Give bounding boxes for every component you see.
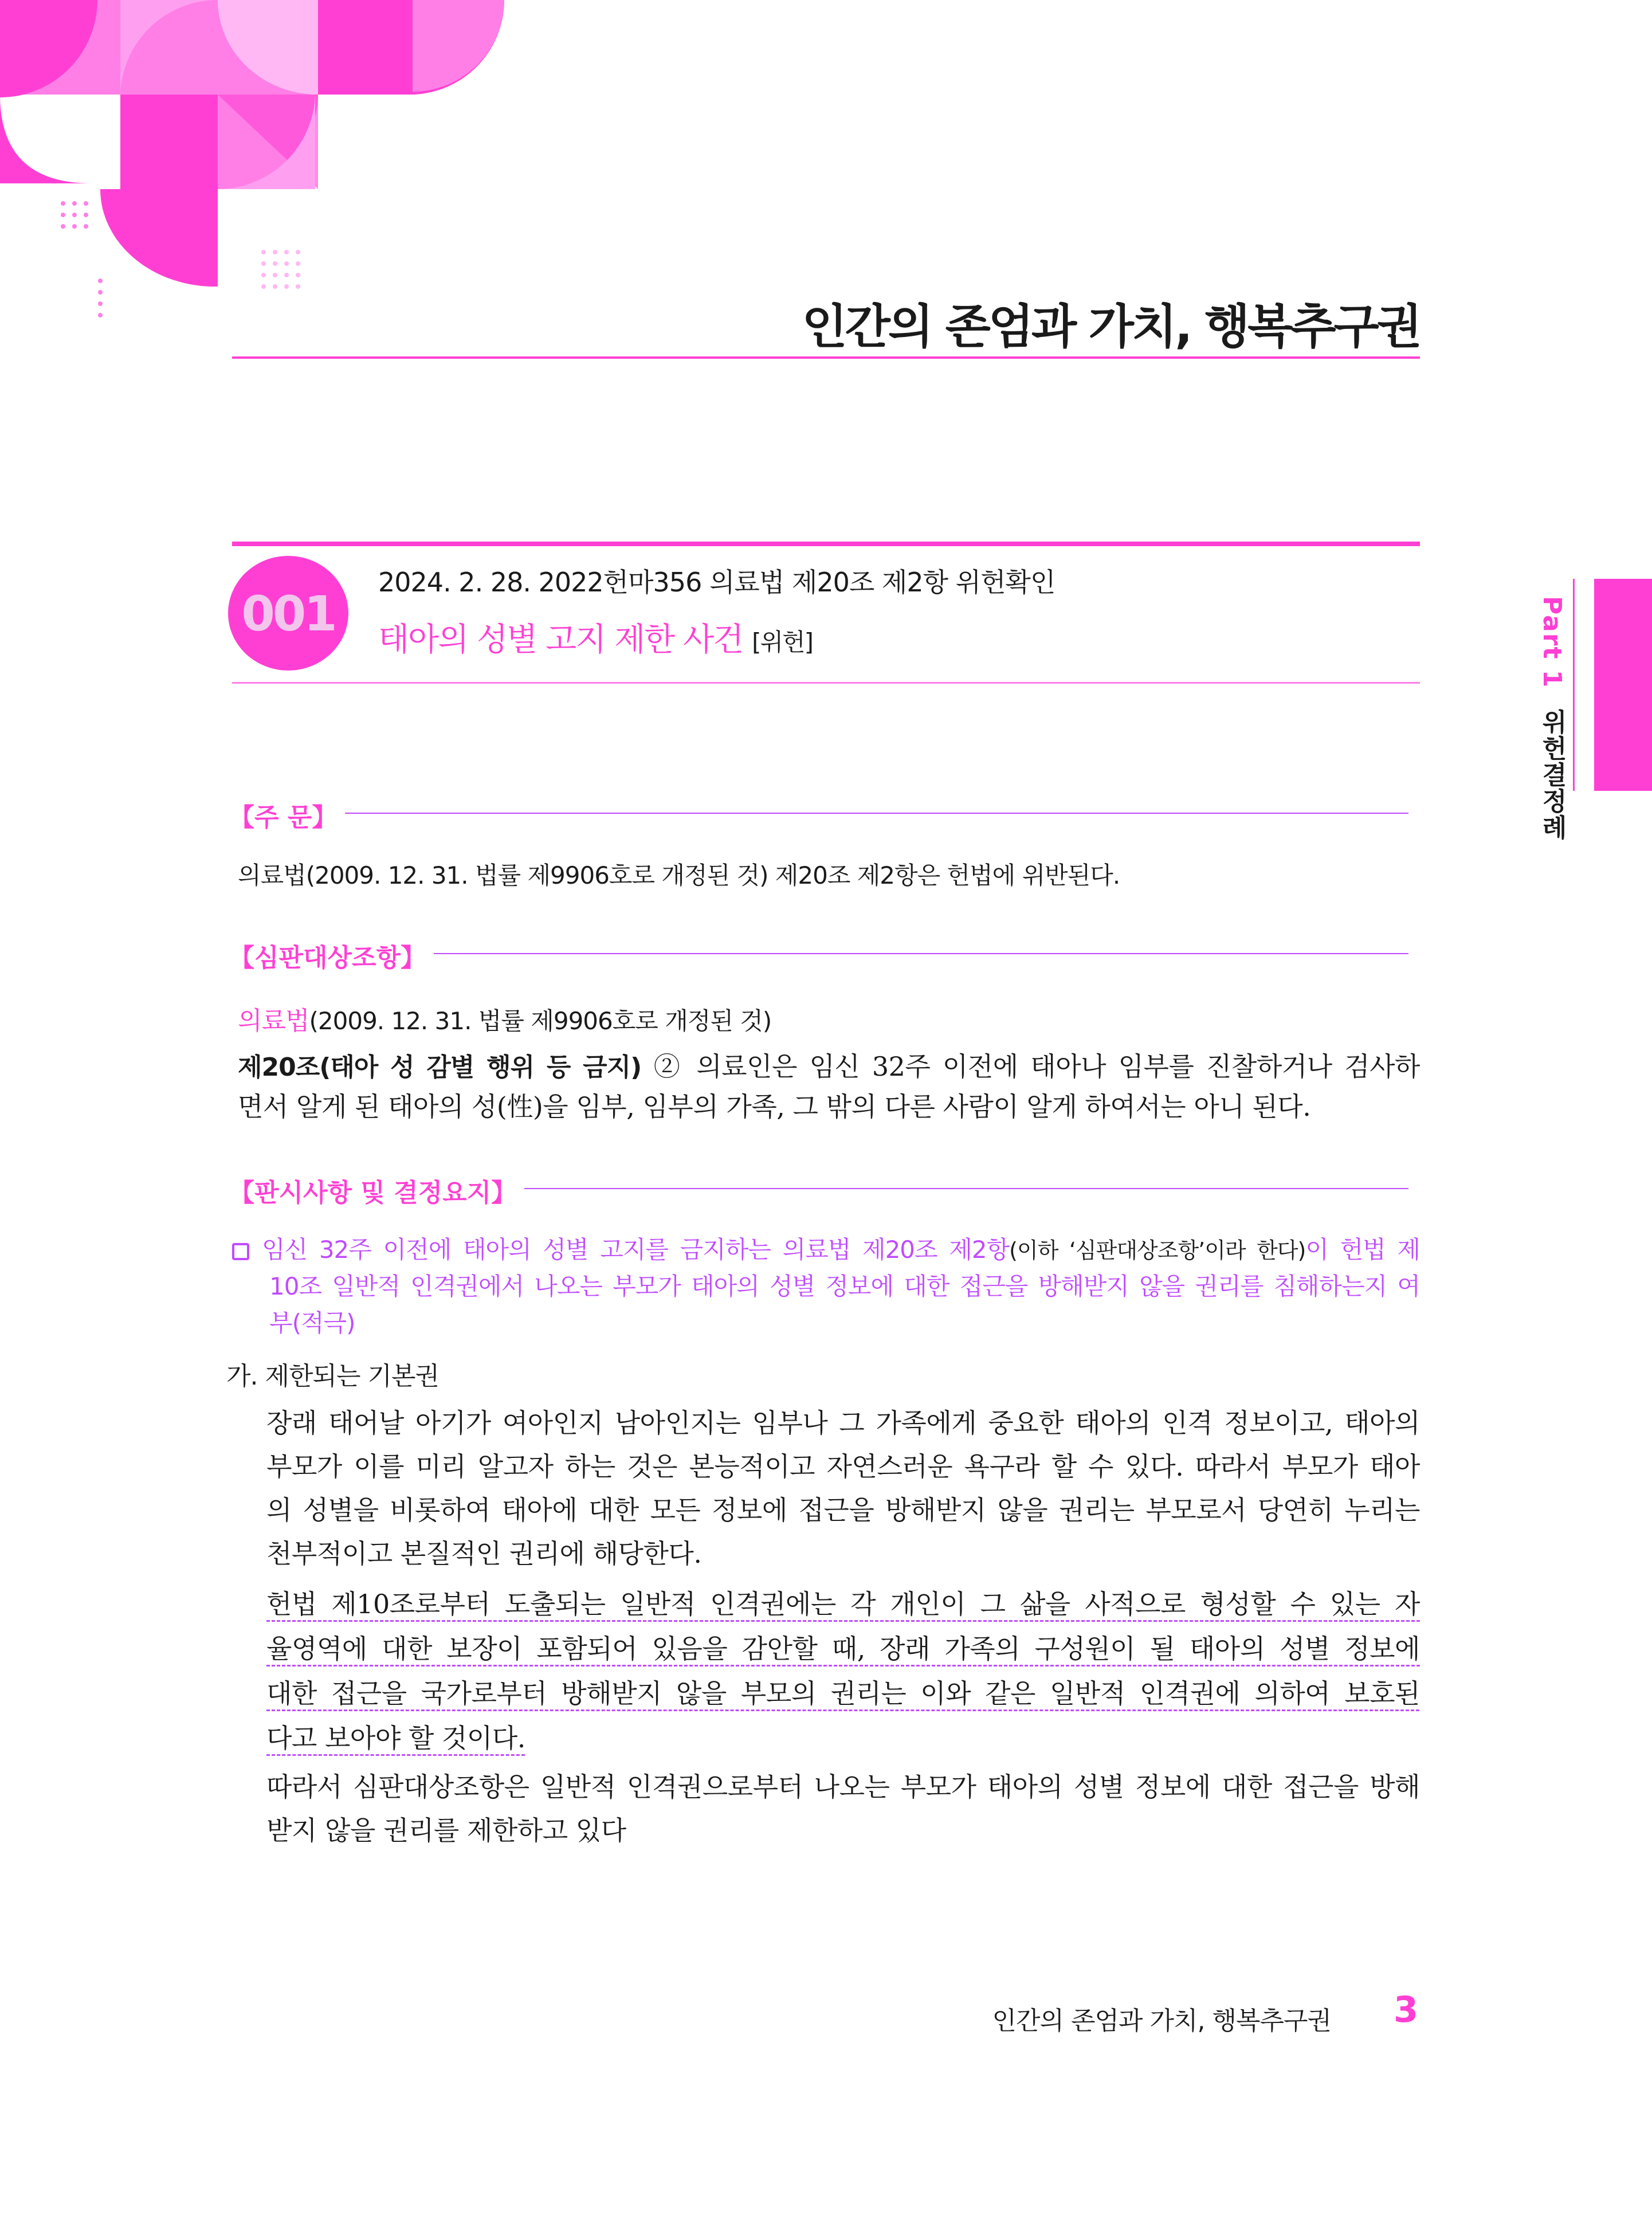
subject-article-title: 제20조(태아 성 감별 행위 등 금지) [238, 1053, 642, 1082]
order-text: 의료법(2009. 12. 31. 법률 제9906호로 개정된 것) 제20조 제2항은 헌법에 위반된다. [238, 861, 1120, 889]
holdings-issue-line2-text: 10조 일반적 인격권에서 나오는 부모가 태아의 성별 정보에 대한 접근을 방해받지 않을 권리를 침해하는지 여 [269, 1272, 1420, 1300]
case-citation: 2024. 2. 28. 2022헌마356 의료법 제20조 제2항 위헌확인 [378, 567, 1055, 598]
chapter-title: 인간의 존엄과 가치, 행복추구권 [802, 300, 1420, 354]
checkbox-icon [232, 1243, 249, 1260]
para2-line: 율영역에 대한 보장이 포함되어 있음을 감안할 때, 장래 가족의 구성원이 될 태아의 성별 정보에 [266, 1633, 1420, 1664]
footer-running-title: 인간의 존엄과 가치, 행복추구권 [992, 2006, 1331, 2036]
case-title-line [378, 614, 813, 660]
case-bottom-rule [232, 682, 1420, 684]
subject-article-line1: ② 의료인은 임신 32주 이전에 태아나 임부를 진찰하거나 검사하 [641, 1051, 1420, 1082]
subject-heading-rule [401, 953, 1408, 954]
para2-line: 헌법 제10조로부터 도출되는 일반적 인격권에는 각 개인이 그 삶을 사적으로 형성할 수 있는 자 [266, 1589, 1420, 1620]
holdings-issue-line1 [232, 1231, 1420, 1265]
para1-line: 천부적이고 본질적인 권리에 해당한다. [266, 1538, 702, 1569]
case-title: 태아의 성별 고지 제한 사건 [378, 621, 743, 658]
holdings-para1 [266, 1401, 1420, 1575]
subject-law-name: 의료법 [238, 1006, 309, 1036]
case-number: 001 [241, 586, 335, 642]
subject-article [238, 1046, 1420, 1084]
subject-heading: 【심판대상조항】 [229, 937, 434, 974]
side-tab-rule [1573, 579, 1575, 791]
holdings-issue-line3: 부(적극) [269, 1309, 355, 1337]
holdings-para3 [266, 1765, 1420, 1852]
holdings-issue-line2 [269, 1268, 1420, 1302]
holdings-issue-part3: 이 헌법 제 [1305, 1236, 1420, 1264]
para1-line: 장래 태어날 아기가 여아인지 남아인지는 임부나 그 가족에게 중요한 태아의 인격 정보이고, 태아의 [266, 1407, 1420, 1438]
holdings-subheading: 가. 제한되는 기본권 [226, 1362, 439, 1391]
para3-line: 받지 않을 권리를 제한하고 있다 [266, 1815, 626, 1846]
para1-line: 부모가 이를 미리 알고자 하는 것은 본능적이고 자연스러운 욕구라 할 수 있다. 따라서 부모가 태아 [266, 1451, 1420, 1482]
holdings-heading-rule [510, 1188, 1408, 1189]
decorative-corner-graphic [0, 0, 516, 321]
side-tab-section: 위헌결정례 [1537, 708, 1567, 841]
para2-line: 대한 접근을 국가로부터 방해받지 않을 부모의 권리는 이와 같은 일반적 인격권에 의하여 보호된 [266, 1678, 1420, 1709]
para3-line: 따라서 심판대상조항은 일반적 인격권으로부터 나오는 부모가 태아의 성별 정보에 대한 접근을 방해 [266, 1771, 1420, 1802]
subject-law [238, 1000, 771, 1037]
order-heading: 【주 문】 [229, 797, 345, 833]
side-tab-marker [1594, 579, 1652, 791]
header-rule [232, 356, 1420, 359]
side-tab-label [1536, 596, 1570, 841]
para1-line: 의 성별을 비롯하여 태아에 대한 모든 정보에 접근을 방해받지 않을 권리는 부모로서 당연히 누리는 [266, 1495, 1420, 1526]
case-top-rule [232, 542, 1420, 546]
page-number: 3 [1394, 1989, 1419, 2030]
order-heading-rule [321, 813, 1408, 814]
holdings-para2 [266, 1582, 1420, 1760]
case-verdict: [위헌] [752, 628, 813, 656]
side-tab-part: Part 1 [1537, 596, 1567, 689]
para2-line: 다고 보아야 할 것이다. [266, 1723, 525, 1754]
holdings-issue-part2: (이하 ‘심판대상조항’이라 한다) [1009, 1238, 1306, 1263]
subject-law-suffix: (2009. 12. 31. 법률 제9906호로 개정된 것) [309, 1007, 772, 1035]
holdings-issue-part1: 임신 32주 이전에 태아의 성별 고지를 금지하는 의료법 제20조 제2항 [262, 1236, 1010, 1264]
subject-article-line2: 면서 알게 된 태아의 성(性)을 임부, 임부의 가족, 그 밖의 다른 사람이 알게 하여서는 아니 된다. [238, 1091, 1311, 1122]
holdings-heading: 【판시사항 및 결정요지】 [229, 1172, 524, 1209]
